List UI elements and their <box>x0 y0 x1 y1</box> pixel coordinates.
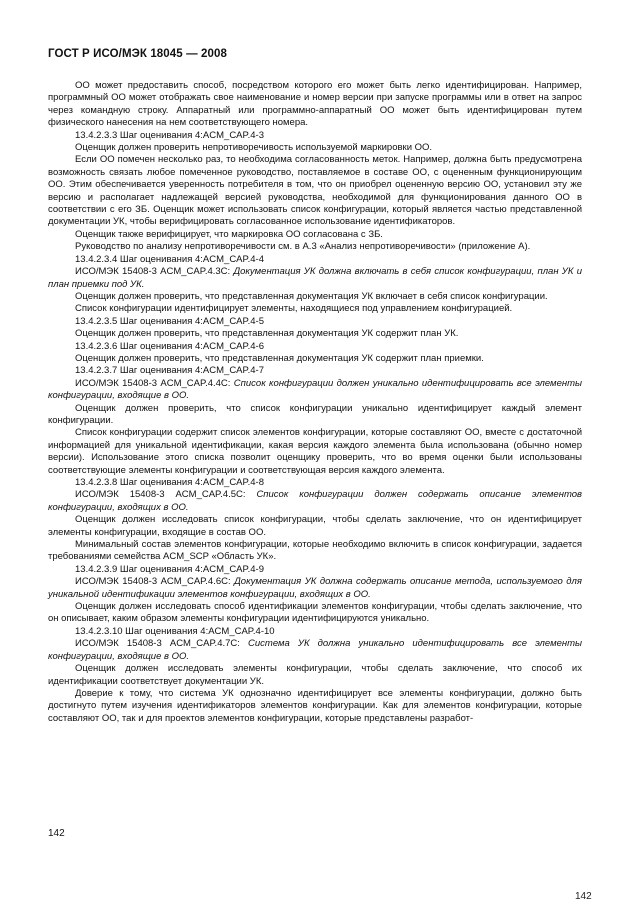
paragraph-text: Руководство по анализу непротиворечивости см. в А.3 «Анализ непротиворечивости» (приложение А). <box>75 241 531 253</box>
section-heading <box>48 477 582 489</box>
paragraph-text: ИСО/МЭК 15408-3 ACM_CAP.4.5С: <box>75 489 257 501</box>
paragraph <box>48 514 582 539</box>
paragraph-text: ИСО/МЭК 15408-3 ACM_CAP.4.3С: <box>75 266 234 278</box>
section-heading <box>48 254 582 266</box>
paragraph <box>48 154 582 228</box>
paragraph-text: Минимальный состав элементов конфигурации, которые необходимо включить в список конфигурации, задается требованиями семейства ACM_SCP «Область УК». <box>48 539 582 563</box>
paragraph <box>48 576 582 601</box>
paragraph-text: Доверие к тому, что система УК однозначно идентифицирует все элементы конфигурации, должно быть достигнуто путем изучения идентификаторов элементов конфигурации. Как для элементов конфигурации, которые составляют ОО, так и для проектов элементов конфигурации, которые представлены разработ- <box>48 687 582 724</box>
paragraph-text: Оценщик должен исследовать список конфигурации, чтобы сделать заключение, что он идентифицирует элементы конфигурации, входящие в состав ОО. <box>48 514 582 538</box>
paragraph-text: Оценщик должен проверить, что представленная документация УК содержит план УК. <box>75 328 459 340</box>
paragraph-text: Список конфигурации содержит список элементов конфигурации, которые составляют ОО, вместе с достаточной информацией для уникальной идентификации, какая версия каждого элемента была использована (обычно номер версии). Использование этого списка позволит оценщику проверить, что во время оценки были использованы соответствующие элементы конфигурации и соответствующая версия каждого элемента. <box>48 427 582 476</box>
requirement-text: Документация УК должна содержать описание метода, используемого для уникальной идентификации элементов конфигурации, входящих в ОО. <box>48 576 582 600</box>
page-header: ГОСТ Р ИСО/МЭК 18045 — 2008 <box>48 48 227 60</box>
section-heading <box>48 341 582 353</box>
section-heading <box>48 564 582 576</box>
paragraph <box>48 601 582 626</box>
paragraph-text: 13.4.2.3.6 Шаг оценивания 4:ACM_CAP.4-6 <box>75 340 265 352</box>
paragraph-text: 13.4.2.3.4 Шаг оценивания 4:ACM_CAP.4-4 <box>75 253 265 265</box>
paragraph <box>48 688 582 725</box>
paragraph <box>48 663 582 688</box>
section-heading <box>48 365 582 377</box>
paragraph-text: Если ОО помечен несколько раз, то необходима согласованность меток. Например, должна быть предусмотрена возможность связать любое помеченное руководство, поставляемое в составе ОО, с оцененным функционирующим ОО. Этим обеспечивается уверенность потребителя в том, что он приобрел оцененную версию ОО, установил эту же версию и располагает надлежащей версией руководства, необходимой для функционирования данного ОО в соответствии с его ЗБ. Оценщик может использовать список конфигурации, который является частью представленной документации УК, чтобы верифицировать согласованное использование идентификаторов. <box>48 154 582 228</box>
scan-page-number: 142 <box>575 891 592 902</box>
paragraph-text: 13.4.2.3.8 Шаг оценивания 4:ACM_CAP.4-8 <box>75 477 265 488</box>
paragraph-text: ИСО/МЭК 15408-3 ACM_CAP.4.4С: <box>75 377 234 389</box>
paragraph-text: Оценщик должен проверить, что список конфигурации уникально идентифицирует каждый элемент конфигурации. <box>48 402 582 426</box>
paragraph <box>48 403 582 428</box>
section-heading <box>48 130 582 142</box>
paragraph-text: 13.4.2.3.3 Шаг оценивания 4:ACM_CAP.4-3 <box>75 129 265 141</box>
paragraph <box>48 638 582 663</box>
paragraph <box>48 328 582 340</box>
requirement-text: Документация УК должна включать в себя список конфигурации, план УК и план приемки под УК. <box>48 266 582 290</box>
paragraph-text: Список конфигурации идентифицирует элементы, находящиеся под управлением конфигурацией. <box>75 303 513 315</box>
paragraph <box>48 353 582 365</box>
paragraph-text: 13.4.2.3.7 Шаг оценивания 4:ACM_CAP.4-7 <box>75 365 265 377</box>
paragraph-text: Оценщик также верифицирует, что маркировка ОО согласована с ЗБ. <box>75 228 383 240</box>
paragraph <box>48 142 582 154</box>
paragraph <box>48 427 582 477</box>
paragraph <box>48 80 582 130</box>
paragraph <box>48 241 582 253</box>
paragraph-text: 13.4.2.3.9 Шаг оценивания 4:ACM_CAP.4-9 <box>75 563 265 575</box>
paragraph-text: Оценщик должен проверить, что представленная документация УК содержит план приемки. <box>75 352 484 364</box>
paragraph-text: Оценщик должен исследовать способ идентификации элементов конфигурации, чтобы сделать заключение, что он описывает, каким образом элементы конфигурации идентифицируются уникально. <box>48 601 582 625</box>
requirement-text: Список конфигурации должен уникально идентифицировать все элементы конфигурации, входящие в ОО. <box>48 377 582 402</box>
paragraph-text: ИСО/МЭК 15408-3 ACM_CAP.4.6С: <box>75 576 235 588</box>
paragraph-text: ИСО/МЭК 15408-3 ACM_CAP.4.7С: <box>75 638 249 650</box>
document-body <box>48 80 582 725</box>
requirement-text: Система УК должна уникально идентифицировать все элементы конфигурации, входящие в ОО. <box>48 638 582 662</box>
paragraph-text: Оценщик должен проверить, что представленная документация УК включает в себя список конфигурации. <box>75 290 548 302</box>
requirement-text: Список конфигурации должен содержать описание элементов конфигурации, входящих в ОО. <box>48 489 582 513</box>
paragraph-text: Оценщик должен проверить непротиворечивость используемой маркировки ОО. <box>75 142 433 154</box>
paragraph <box>48 378 582 403</box>
paragraph <box>48 266 582 291</box>
section-heading <box>48 626 582 638</box>
section-heading <box>48 316 582 328</box>
paragraph <box>48 229 582 241</box>
paragraph <box>48 539 582 564</box>
paragraph-text: 13.4.2.3.10 Шаг оценивания 4:ACM_CAP.4-10 <box>75 625 275 637</box>
paragraph <box>48 303 582 315</box>
paragraph-text: ОО может предоставить способ, посредством которого его может быть легко идентифицирован. Например, программный ОО может отображать свое наименование и номер версии при запуске программы или в ответ на запрос через командную строку. Аппаратный или программно-аппаратный ОО может быть идентифицирован путем физического нанесения на нем соответствующего номера. <box>48 80 582 129</box>
paragraph-text: Оценщик должен исследовать элементы конфигурации, чтобы сделать заключение, что способ их идентификации соответствует документации УК. <box>48 663 582 687</box>
page-number: 142 <box>48 828 65 839</box>
paragraph <box>48 489 582 514</box>
paragraph <box>48 291 582 303</box>
paragraph-text: 13.4.2.3.5 Шаг оценивания 4:ACM_CAP.4-5 <box>75 315 265 327</box>
